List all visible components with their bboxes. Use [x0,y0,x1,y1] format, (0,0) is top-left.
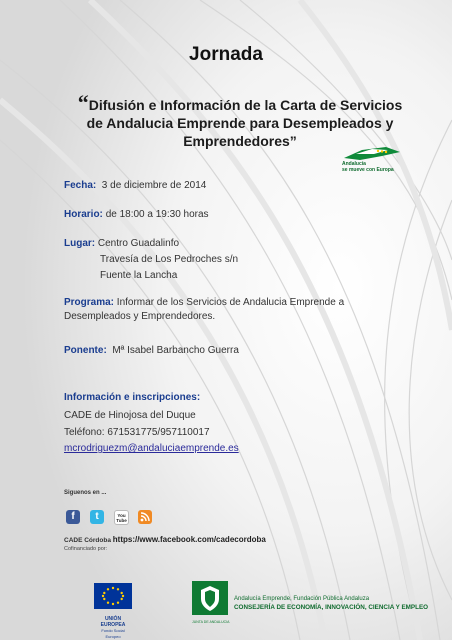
lugar-line-2: Travesía de Los Pedroches s/n [100,254,239,265]
junta-line-1: Andalucía Emprende, Fundación Pública Andaluza [234,596,370,602]
lugar-line-1: Centro Guadalinfo [97,238,180,249]
rss-icon[interactable] [138,510,152,524]
contact-line-1: CADE de Hinojosa del Duque [64,410,196,421]
programa-label: Programa: [64,297,115,308]
programa-row [64,297,344,308]
fecha-label: Fecha: [64,180,97,191]
contact-heading: Información e inscripciones: [64,392,201,403]
twitter-icon[interactable]: t [90,510,104,524]
ponente-row [64,345,239,356]
event-subtitle [70,90,410,150]
contact-line-2: Teléfono: 671531775/957110017 [64,427,210,438]
ponente-label: Ponente: [64,345,107,356]
rss-feed-glyph [138,510,152,524]
fecha-row [64,180,206,191]
lugar-line-3: Fuente la Lancha [100,270,178,281]
eu-flag-icon [94,583,132,609]
horario-value: de 18:00 a 19:30 horas [105,209,209,220]
cofinanciado-label: Cofinanciado por: [64,546,108,552]
cade-facebook-url[interactable]: https://www.facebook.com/cadecordoba [112,535,266,544]
open-quote: “ [77,90,89,115]
junta-small-caption: JUNTA DE ANDALUCIA [192,620,230,624]
contact-email-link[interactable]: mcrodriguezm@andaluciaemprende.es [64,443,239,454]
programa-line-2: Desempleados y Emprendedores. [64,311,216,322]
lugar-label: Lugar: [64,238,96,249]
andalucia-flag-icon [342,144,402,162]
eu-caption-1: UNIÓN EUROPEA [100,616,126,628]
ponente-value: Mª Isabel Barbancho Guerra [112,345,239,356]
social-heading: Siguenos en ... [64,490,107,496]
lugar-row [64,238,179,249]
subtitle-line-3: Emprendedores” [183,133,297,149]
page-title: Jornada [189,44,263,65]
youtube-icon[interactable] [114,510,129,525]
horario-label: Horario: [64,209,103,220]
horario-row [64,209,209,220]
andalucia-europa-logo [342,144,402,174]
junta-line-2: CONSEJERÍA DE ECONOMÍA, INNOVACIÓN, CIENCIA Y EMPLEO [234,604,429,611]
fecha-value: 3 de diciembre de 2014 [101,180,207,191]
eu-caption-2: Fondo Social Europeo [101,628,125,639]
andalucia-logo-line-1: Andalucía [342,161,366,167]
junta-shield-icon [192,581,228,615]
junta-andalucia-logo [192,581,228,625]
youtube-label: You Tube [116,513,127,523]
eu-logo [94,583,132,639]
andalucia-logo-line-2: se mueve con Europa [342,167,394,173]
cade-facebook-row [64,535,266,544]
subtitle-line-1: Difusión e Información de la Carta de Servicios [88,97,403,113]
facebook-icon[interactable]: f [66,510,80,524]
subtitle-line-2: de Andalucia Emprende para Desempleados y [86,115,394,131]
programa-line-1: Informar de los Servicios de Andalucia Emprende a [116,297,345,308]
cade-label: CADE Córdoba [64,537,111,544]
